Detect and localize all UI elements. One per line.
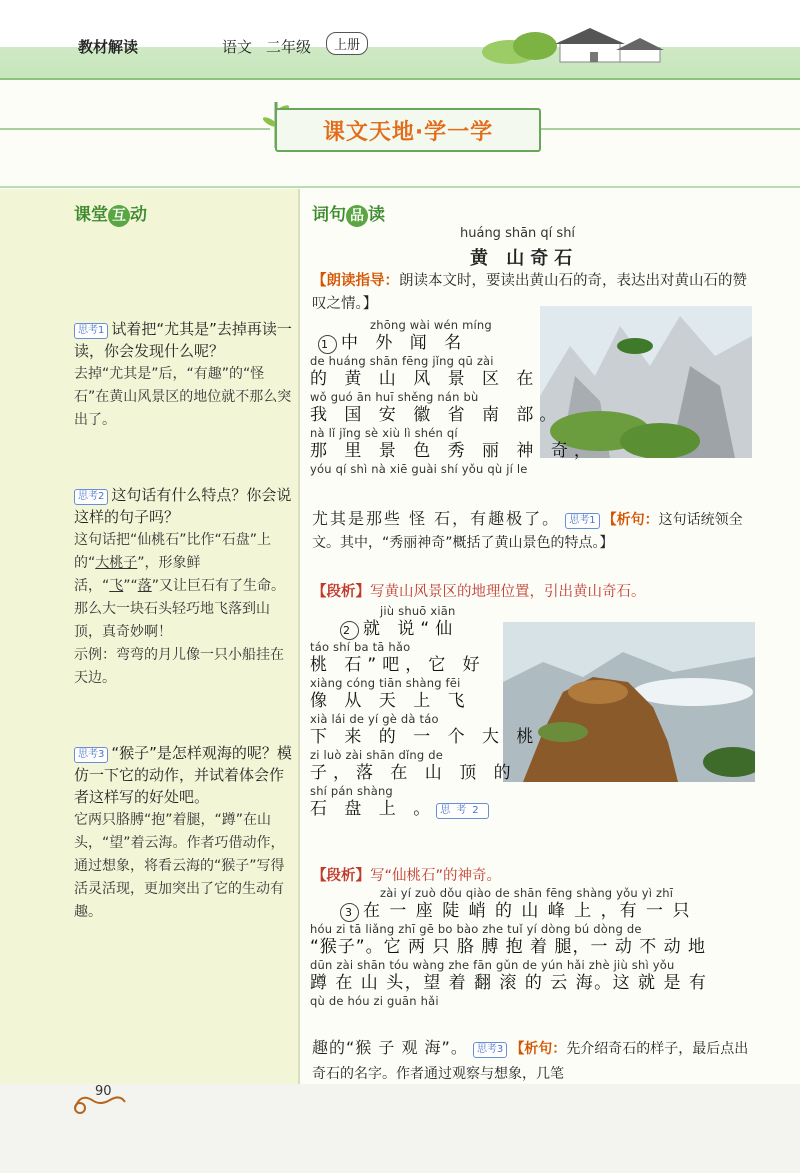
- pinyin-line: xiàng cóng tiān shàng fēi: [310, 676, 461, 690]
- pinyin-line: táo shí ba tā hǎo: [310, 640, 411, 654]
- text-line: 石 盘 上 。: [310, 799, 437, 819]
- think-badge: 思考2: [74, 489, 108, 505]
- think-block-3: [74, 742, 292, 923]
- grade-label: 二年级: [266, 38, 312, 56]
- think-badge: 思考3: [473, 1042, 507, 1058]
- paragraph-3-tail: [312, 1036, 757, 1085]
- paragraph-number: 3: [340, 903, 359, 922]
- paragraph-2-analysis: [312, 864, 501, 885]
- think-answer: 它两只胳膊“抱”着腿，“蹲”在山头，“望”着云海。作者巧借动作，通过想象，将看云海的“猴子”写得活灵活现，更加突出了它的生动有趣。: [74, 812, 285, 920]
- title-part-b: 动: [130, 205, 147, 225]
- text-line: 像 从 天 上 飞: [310, 691, 471, 711]
- analysis-text: 这句话统领全文。其中，“秀丽神奇”概括了黄山景色的特点。】: [312, 512, 743, 551]
- guide-tag: 【朗读指导：: [312, 273, 399, 289]
- section-banner: [275, 108, 541, 152]
- answer-underline: 落: [137, 578, 152, 594]
- lesson-title-pinyin: huáng shān qí shí: [460, 226, 576, 241]
- think-badge: 思考1: [74, 323, 108, 339]
- pinyin-line: zhōng wài wén míng: [370, 318, 492, 332]
- text-line: 那 里 景 色 秀 丽 神 奇，: [310, 441, 597, 461]
- think-badge: 思考3: [74, 747, 108, 763]
- pinyin-line: nà lǐ jǐng sè xiù lì shén qí: [310, 426, 458, 440]
- pinyin-line: yóu qí shì nà xiē guài shí yǒu qù jí le: [310, 462, 528, 476]
- column-separator: [298, 189, 300, 1084]
- pinyin-line: dūn zài shān tóu wàng zhe fān gǔn de yún hǎi zhè jiù shì yǒu: [310, 958, 675, 972]
- page-header: [0, 0, 800, 80]
- think-block-2: [74, 484, 292, 689]
- text-line: 蹲 在 山 头，望 着 翻 滚 的 云 海。这 就 是 有: [310, 973, 708, 993]
- text-line: 在 一 座 陡 峭 的 山 峰 上 ，有 一 只: [363, 901, 692, 921]
- text-line: 子，落 在 山 顶 的: [310, 763, 517, 783]
- guide-text: 朗读本文时，要读出黄山石的奇，表达出对黄山石的赞叹之情。】: [312, 273, 747, 312]
- paragraph-1: [310, 318, 597, 476]
- volume-badge: 上册: [326, 32, 368, 55]
- think-answer: [74, 532, 285, 640]
- paragraph-2: [310, 604, 539, 820]
- pinyin-line: qù de hóu zi guān hǎi: [310, 994, 439, 1008]
- peach-stone-picture: [503, 622, 755, 782]
- paragraph-3: [310, 886, 760, 1008]
- think-badge: 思考2: [436, 803, 488, 819]
- para-analysis-tag: 【段析】: [312, 584, 370, 600]
- banner-line-right: [540, 128, 800, 130]
- pinyin-line: wǒ guó ān huī shěng nán bù: [310, 390, 479, 404]
- title-circle: 互: [108, 205, 130, 227]
- text-line: 的 黄 山 风 景 区 在: [310, 369, 540, 389]
- text-line: 尤其是那些 怪 石，有趣极了。: [312, 509, 561, 528]
- think-question: 这句话有什么特点？你会说这样的句子吗？: [74, 486, 292, 526]
- banner-title: 课文天地·学一学: [322, 119, 494, 145]
- title-part-b: 读: [368, 205, 385, 225]
- think-block-1: [74, 318, 292, 431]
- para-analysis-text: 写黄山风景区的地理位置，引出黄山奇石。: [370, 584, 646, 600]
- pinyin-line: hóu zi tā liǎng zhī gē bo bào zhe tuǐ yí dòng bú dòng de: [310, 922, 642, 936]
- text-line: 下 来 的 一 个 大 桃: [310, 727, 540, 747]
- text-line: 趣的“猴 子 观 海”。: [312, 1038, 468, 1057]
- think-question: “猴子”是怎样观海的呢？模仿一下它的动作，并试着体会作者这样写的好处吧。: [74, 744, 292, 806]
- paragraph-number: 1: [318, 335, 337, 354]
- word-sentence-title: [312, 200, 385, 227]
- title-circle: 品: [346, 205, 368, 227]
- answer-part: ”又让巨石有了生命。那么大一块石头轻巧地飞落到山顶，真奇妙啊！: [74, 578, 286, 640]
- pinyin-line: zi luò zài shān dǐng de: [310, 748, 443, 762]
- pinyin-line: zài yí zuò dǒu qiào de shān fēng shàng yǒu yì zhī: [380, 886, 674, 900]
- answer-part: ”，形象鲜活，“: [74, 555, 201, 594]
- answer-part: ”“: [123, 578, 138, 594]
- title-part-a: 课堂: [74, 205, 108, 225]
- text-line: 中 外 闻 名: [341, 333, 468, 353]
- think-badge: 思考1: [565, 513, 599, 529]
- para-analysis-tag: 【段析】: [312, 868, 370, 884]
- banner-line-left: [0, 128, 270, 130]
- lesson-title: 黄 山奇石: [470, 248, 579, 269]
- section-divider: [0, 186, 800, 188]
- text-line: “猴子”。它 两 只 胳 膊 抱 着 腿，一 动 不 动 地: [310, 937, 707, 957]
- classroom-interaction-title: [74, 200, 147, 227]
- paragraph-number: 2: [340, 621, 359, 640]
- think-answer: 去掉“尤其是”后，“有趣”的“怪石”在黄山风景区的地位就不那么突出了。: [74, 366, 292, 428]
- text-line: 我 国 安 徽 省 南 部。: [310, 405, 563, 425]
- answer-part: 这句话把“仙桃石”比作“石盘”上的“: [74, 532, 272, 571]
- paragraph-1-analysis: [312, 580, 646, 601]
- title-part-a: 词句: [312, 205, 346, 225]
- pinyin-line: jiù shuō xiān: [380, 604, 456, 618]
- para-analysis-text: 写“仙桃石”的神奇。: [370, 868, 502, 884]
- analysis-tag: 【析句：: [510, 1041, 567, 1057]
- pinyin-line: de huáng shān fēng jǐng qū zài: [310, 354, 494, 368]
- paragraph-1-tail: [312, 508, 757, 554]
- analysis-tag: 【析句：: [602, 512, 659, 528]
- text-line: 就 说“仙: [363, 619, 459, 639]
- text-line: 桃 石”吧，它 好: [310, 655, 486, 675]
- subject-label: 语文: [222, 38, 253, 56]
- answer-underline: 飞: [109, 578, 124, 594]
- pinyin-line: xià lái de yí gè dà táo: [310, 712, 439, 726]
- answer-underline: 大桃子: [95, 555, 138, 571]
- pinyin-line: shí pán shàng: [310, 784, 393, 798]
- think-example: 示例：弯弯的月儿像一只小船挂在天边。: [74, 647, 284, 686]
- think-question: 试着把“尤其是”去掉再读一读，你会发现什么呢？: [74, 320, 292, 360]
- page-number: 90: [95, 1084, 112, 1099]
- analysis-text: 先介绍奇石的样子，最后点出奇石的名字。作者通过观察与想象，几笔: [312, 1041, 749, 1082]
- book-title: 教材解读: [78, 38, 139, 56]
- village-illustration-icon: [440, 20, 670, 70]
